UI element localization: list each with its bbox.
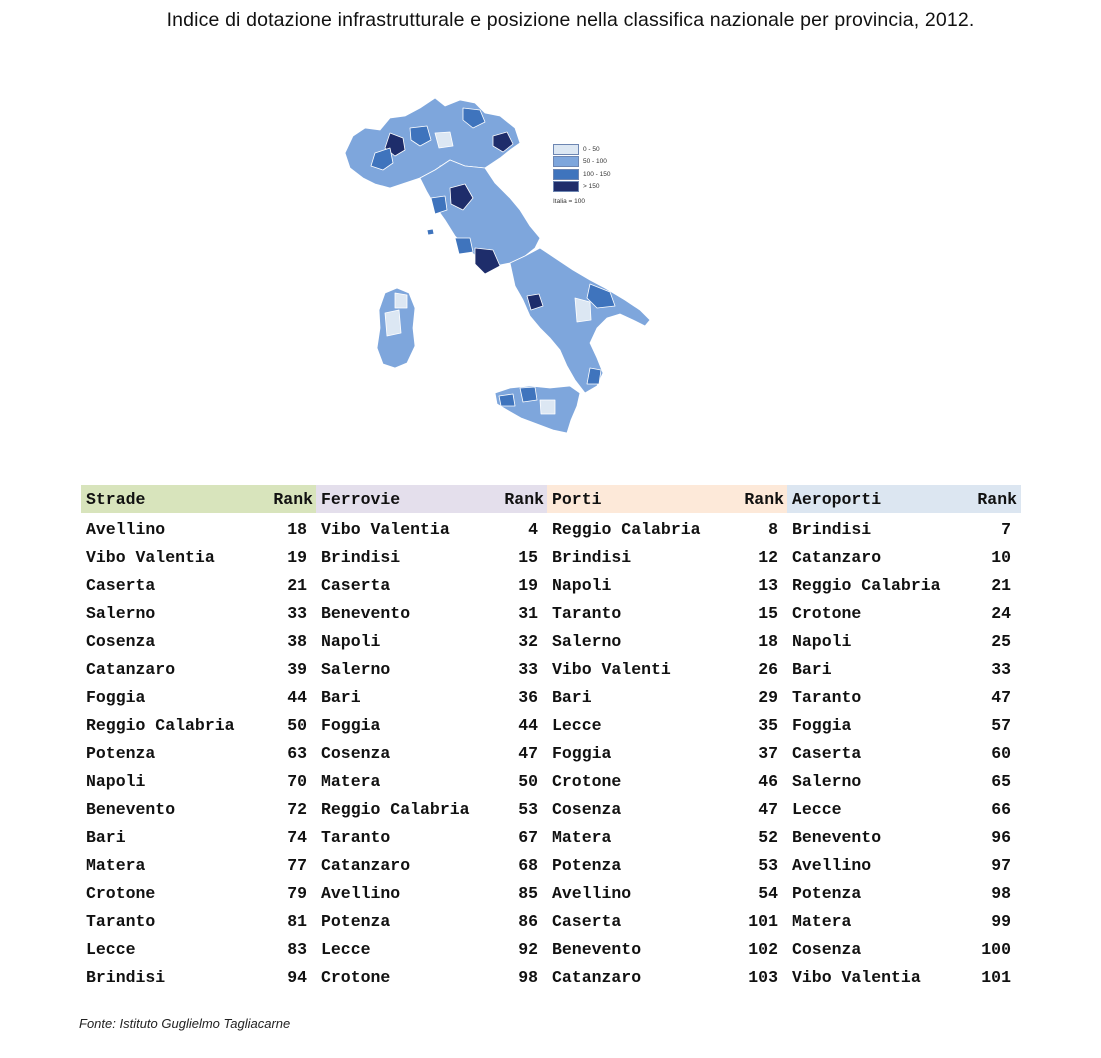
province-name: Foggia — [552, 743, 612, 763]
province-name: Matera — [321, 771, 381, 791]
ranking-tables — [81, 485, 1021, 995]
table-row — [81, 879, 317, 907]
province-rank: 33 — [287, 603, 307, 623]
table-row — [787, 879, 1021, 907]
table-row — [81, 515, 317, 543]
province-rank: 68 — [518, 855, 538, 875]
table-row — [316, 515, 548, 543]
province-name: Napoli — [792, 631, 852, 651]
province-rank: 29 — [758, 687, 778, 707]
province-rank: 92 — [518, 939, 538, 959]
province-name: Salerno — [86, 603, 156, 623]
province-name: Lecce — [321, 939, 371, 959]
table-row — [81, 655, 317, 683]
table-row — [787, 767, 1021, 795]
legend-item — [553, 143, 643, 156]
ranking-table-aeroporti — [787, 485, 1021, 991]
province-rank: 44 — [518, 715, 538, 735]
table-header-title: Strade — [86, 489, 146, 509]
province-name: Brindisi — [792, 519, 872, 539]
province-rank: 60 — [991, 743, 1011, 763]
ranking-table-ferrovie — [316, 485, 548, 991]
province-name: Catanzaro — [86, 659, 176, 679]
province-name: Foggia — [86, 687, 146, 707]
table-row — [787, 627, 1021, 655]
table-row — [81, 599, 317, 627]
province-name: Vibo Valentia — [86, 547, 215, 567]
table-row — [316, 739, 548, 767]
legend-swatch — [553, 169, 579, 180]
province-rank: 102 — [748, 939, 778, 959]
legend-item — [553, 156, 643, 169]
ranking-table-strade — [81, 485, 317, 991]
province-name: Matera — [86, 855, 146, 875]
table-row — [787, 515, 1021, 543]
page-title: Indice di dotazione infrastrutturale e posizione nella classifica nazionale per provincia, 2012. — [166, 9, 975, 31]
province-name: Brindisi — [321, 547, 401, 567]
map-region-sicily — [495, 386, 580, 433]
province-rank: 39 — [287, 659, 307, 679]
table-row — [81, 627, 317, 655]
table-row — [81, 851, 317, 879]
province-name: Crotone — [321, 967, 391, 987]
province-rank: 46 — [758, 771, 778, 791]
province-name: Avellino — [321, 883, 401, 903]
province-rank: 67 — [518, 827, 538, 847]
ranking-table-porti — [547, 485, 788, 991]
table-row — [547, 543, 788, 571]
province-name: Bari — [86, 827, 126, 847]
province-name: Vibo Valentia — [792, 967, 921, 987]
table-row — [547, 907, 788, 935]
province-name: Avellino — [552, 883, 632, 903]
table-row — [316, 599, 548, 627]
map-legend — [553, 143, 643, 205]
province-rank: 50 — [287, 715, 307, 735]
province-rank: 47 — [991, 687, 1011, 707]
province-rank: 35 — [758, 715, 778, 735]
province-name: Catanzaro — [792, 547, 882, 567]
province-rank: 13 — [758, 575, 778, 595]
province-name: Reggio Calabria — [792, 575, 941, 595]
province-name: Cosenza — [321, 743, 391, 763]
legend-label: 50 - 100 — [583, 158, 607, 166]
table-header — [787, 485, 1021, 513]
table-row — [547, 963, 788, 991]
table-row — [547, 571, 788, 599]
province-rank: 98 — [518, 967, 538, 987]
table-header-rank: Rank — [504, 489, 544, 509]
map-province-light-sardinia-n — [395, 293, 407, 308]
province-rank: 100 — [981, 939, 1011, 959]
table-row — [787, 571, 1021, 599]
table-row — [81, 935, 317, 963]
province-name: Benevento — [321, 603, 411, 623]
province-name: Reggio Calabria — [321, 799, 470, 819]
province-rank: 77 — [287, 855, 307, 875]
province-rank: 44 — [287, 687, 307, 707]
table-header-rank: Rank — [977, 489, 1017, 509]
province-rank: 79 — [287, 883, 307, 903]
province-rank: 21 — [991, 575, 1011, 595]
province-name: Taranto — [321, 827, 391, 847]
province-name: Reggio Calabria — [552, 519, 701, 539]
province-name: Vibo Valenti — [552, 659, 671, 679]
table-row — [787, 851, 1021, 879]
province-name: Brindisi — [552, 547, 632, 567]
legend-swatch — [553, 156, 579, 167]
province-name: Cosenza — [86, 631, 156, 651]
province-rank: 26 — [758, 659, 778, 679]
province-name: Bari — [321, 687, 361, 707]
table-row — [316, 711, 548, 739]
table-row — [787, 935, 1021, 963]
province-name: Matera — [552, 827, 612, 847]
province-rank: 15 — [758, 603, 778, 623]
province-name: Lecce — [552, 715, 602, 735]
province-rank: 83 — [287, 939, 307, 959]
province-name: Potenza — [552, 855, 622, 875]
province-rank: 19 — [518, 575, 538, 595]
province-name: Crotone — [552, 771, 622, 791]
province-name: Taranto — [552, 603, 622, 623]
table-header-title: Ferrovie — [321, 489, 401, 509]
province-name: Caserta — [552, 911, 622, 931]
province-name: Caserta — [321, 575, 391, 595]
table-row — [316, 935, 548, 963]
province-rank: 18 — [287, 519, 307, 539]
table-row — [547, 879, 788, 907]
province-name: Salerno — [552, 631, 622, 651]
map-province-mid-lazio — [455, 238, 473, 254]
province-name: Salerno — [321, 659, 391, 679]
province-rank: 47 — [758, 799, 778, 819]
province-rank: 50 — [518, 771, 538, 791]
province-rank: 101 — [748, 911, 778, 931]
table-row — [787, 907, 1021, 935]
province-name: Benevento — [86, 799, 176, 819]
table-row — [81, 963, 317, 991]
table-row — [316, 627, 548, 655]
province-name: Napoli — [321, 631, 381, 651]
table-row — [316, 543, 548, 571]
table-row — [547, 711, 788, 739]
table-row — [547, 935, 788, 963]
table-row — [316, 767, 548, 795]
province-name: Potenza — [86, 743, 156, 763]
province-name: Brindisi — [86, 967, 166, 987]
map-province-light-south — [575, 298, 591, 322]
italy-choropleth-map — [335, 88, 675, 443]
map-province-light-sardinia — [385, 310, 401, 336]
table-row — [547, 739, 788, 767]
table-row — [787, 739, 1021, 767]
table-row — [547, 795, 788, 823]
table-row — [547, 823, 788, 851]
map-province-mid-sicily-w — [499, 394, 515, 406]
province-rank: 63 — [287, 743, 307, 763]
province-rank: 54 — [758, 883, 778, 903]
province-rank: 47 — [518, 743, 538, 763]
source-note: Fonte: Istituto Guglielmo Tagliacarne — [79, 1016, 291, 1031]
province-rank: 97 — [991, 855, 1011, 875]
table-row — [316, 907, 548, 935]
table-row — [81, 823, 317, 851]
table-header-title: Aeroporti — [792, 489, 882, 509]
province-rank: 57 — [991, 715, 1011, 735]
table-row — [316, 823, 548, 851]
province-name: Benevento — [792, 827, 882, 847]
table-row — [547, 599, 788, 627]
table-row — [787, 599, 1021, 627]
province-rank: 99 — [991, 911, 1011, 931]
province-name: Caserta — [86, 575, 156, 595]
table-row — [547, 851, 788, 879]
table-row — [547, 515, 788, 543]
province-name: Salerno — [792, 771, 862, 791]
legend-swatch — [553, 144, 579, 155]
province-rank: 85 — [518, 883, 538, 903]
table-row — [787, 543, 1021, 571]
table-header — [547, 485, 788, 513]
province-rank: 12 — [758, 547, 778, 567]
province-rank: 10 — [991, 547, 1011, 567]
table-row — [787, 655, 1021, 683]
province-name: Bari — [552, 687, 592, 707]
province-rank: 52 — [758, 827, 778, 847]
table-row — [547, 767, 788, 795]
table-row — [787, 823, 1021, 851]
table-row — [81, 683, 317, 711]
province-rank: 65 — [991, 771, 1011, 791]
table-row — [316, 571, 548, 599]
table-row — [316, 683, 548, 711]
province-name: Foggia — [792, 715, 852, 735]
province-rank: 8 — [768, 519, 778, 539]
table-header-title: Porti — [552, 489, 602, 509]
province-rank: 4 — [528, 519, 538, 539]
province-rank: 31 — [518, 603, 538, 623]
province-rank: 19 — [287, 547, 307, 567]
province-name: Crotone — [792, 603, 862, 623]
province-rank: 96 — [991, 827, 1011, 847]
province-rank: 37 — [758, 743, 778, 763]
province-rank: 101 — [981, 967, 1011, 987]
legend-swatch — [553, 181, 579, 192]
table-row — [81, 543, 317, 571]
province-rank: 33 — [991, 659, 1011, 679]
province-rank: 103 — [748, 967, 778, 987]
province-rank: 66 — [991, 799, 1011, 819]
province-name: Potenza — [792, 883, 862, 903]
province-name: Cosenza — [792, 939, 862, 959]
table-row — [547, 627, 788, 655]
province-name: Catanzaro — [321, 855, 411, 875]
legend-label: 100 - 150 — [583, 170, 611, 178]
table-row — [81, 767, 317, 795]
province-name: Potenza — [321, 911, 391, 931]
province-rank: 25 — [991, 631, 1011, 651]
province-name: Reggio Calabria — [86, 715, 235, 735]
province-rank: 53 — [758, 855, 778, 875]
legend-label: > 150 — [583, 183, 600, 191]
table-row — [316, 851, 548, 879]
province-rank: 74 — [287, 827, 307, 847]
province-rank: 7 — [1001, 519, 1011, 539]
map-province-dark-palermo — [520, 387, 537, 402]
table-row — [787, 683, 1021, 711]
province-rank: 21 — [287, 575, 307, 595]
table-row — [547, 655, 788, 683]
legend-label: 0 - 50 — [583, 145, 600, 153]
province-rank: 33 — [518, 659, 538, 679]
province-rank: 24 — [991, 603, 1011, 623]
map-island-elba — [427, 229, 434, 235]
province-rank: 70 — [287, 771, 307, 791]
province-rank: 53 — [518, 799, 538, 819]
province-name: Vibo Valentia — [321, 519, 450, 539]
province-name: Lecce — [792, 799, 842, 819]
table-row — [316, 963, 548, 991]
table-row — [316, 655, 548, 683]
province-rank: 36 — [518, 687, 538, 707]
province-name: Benevento — [552, 939, 642, 959]
table-row — [787, 711, 1021, 739]
province-name: Avellino — [792, 855, 872, 875]
table-row — [316, 879, 548, 907]
map-province-light-sicily — [540, 400, 555, 414]
province-name: Caserta — [792, 743, 862, 763]
legend-item — [553, 168, 643, 181]
province-name: Catanzaro — [552, 967, 642, 987]
province-rank: 38 — [287, 631, 307, 651]
table-row — [81, 711, 317, 739]
legend-note: Italia = 100 — [553, 198, 585, 205]
province-name: Taranto — [86, 911, 156, 931]
table-row — [81, 739, 317, 767]
province-name: Foggia — [321, 715, 381, 735]
province-name: Napoli — [86, 771, 146, 791]
table-row — [787, 963, 1021, 991]
province-name: Bari — [792, 659, 832, 679]
province-rank: 94 — [287, 967, 307, 987]
table-row — [81, 571, 317, 599]
province-name: Cosenza — [552, 799, 622, 819]
province-name: Taranto — [792, 687, 862, 707]
table-row — [316, 795, 548, 823]
province-rank: 81 — [287, 911, 307, 931]
province-name: Matera — [792, 911, 852, 931]
table-row — [81, 907, 317, 935]
table-header-rank: Rank — [273, 489, 313, 509]
province-rank: 32 — [518, 631, 538, 651]
legend-item — [553, 181, 643, 194]
province-rank: 86 — [518, 911, 538, 931]
province-rank: 15 — [518, 547, 538, 567]
table-header — [316, 485, 548, 513]
province-name: Lecce — [86, 939, 136, 959]
province-rank: 72 — [287, 799, 307, 819]
table-header — [81, 485, 317, 513]
province-name: Crotone — [86, 883, 156, 903]
table-row — [547, 683, 788, 711]
province-rank: 98 — [991, 883, 1011, 903]
table-row — [81, 795, 317, 823]
province-name: Avellino — [86, 519, 166, 539]
province-rank: 18 — [758, 631, 778, 651]
province-name: Napoli — [552, 575, 612, 595]
table-row — [787, 795, 1021, 823]
table-header-rank: Rank — [744, 489, 784, 509]
